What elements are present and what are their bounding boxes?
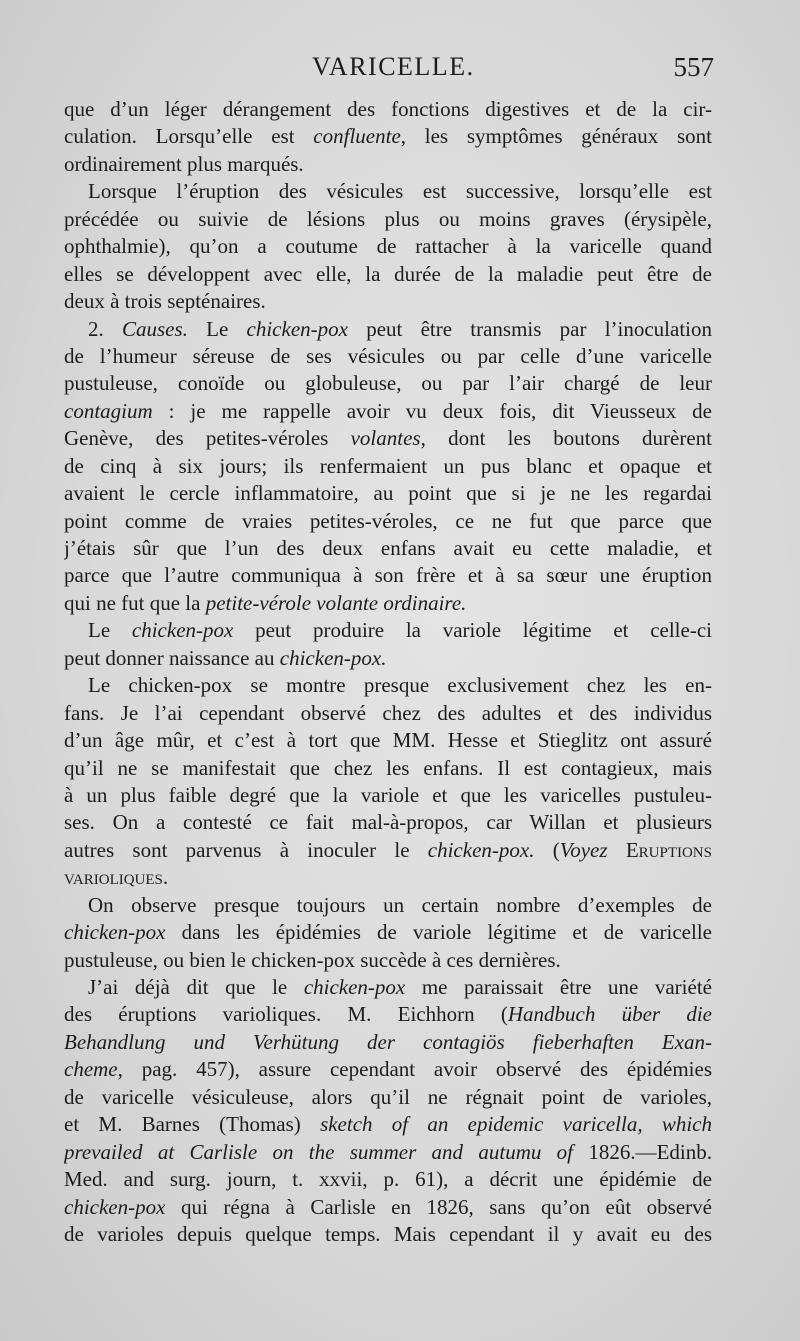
italic-text: Behandlung und Verhütung der contagiös fieberhaften Exan- — [64, 1029, 712, 1054]
line-text: 2. — [88, 316, 122, 341]
line-text: pustuleuse, conoïde ou globuleuse, ou par l’air chargé de leur — [64, 371, 712, 396]
line-text: des éruptions varioliques. M. Eichhorn ( — [64, 1002, 508, 1027]
text-line — [64, 425, 712, 452]
text-line — [64, 782, 712, 809]
line-text: parce que l’autre communiqua à son frère et à sa sœur une éruption — [64, 563, 712, 588]
text-line — [64, 343, 712, 370]
text-line — [64, 206, 712, 233]
text-line — [64, 892, 712, 919]
line-text: Lorsque l’éruption des vésicules est successive, lorsqu’elle est — [88, 179, 712, 204]
line-text: , les symptômes généraux sont — [400, 124, 712, 149]
italic-text: volantes — [350, 426, 421, 451]
line-text: précédée ou suivie de lésions plus ou moins graves (érysipèle, — [64, 206, 712, 231]
line-text: deux à trois septénaires. — [64, 289, 266, 314]
text-line — [64, 1194, 712, 1221]
text-line — [64, 370, 712, 397]
line-text: ses. On a contesté ce fait mal-à-propos, car Willan et plusieurs — [64, 810, 712, 835]
italic-text: chicken-pox. — [427, 837, 535, 862]
italic-text: confluente — [313, 124, 401, 149]
line-text: Genève, des petites-véroles — [64, 426, 351, 451]
text-line — [64, 316, 712, 343]
text-line — [64, 178, 712, 205]
line-text: de l’humeur séreuse de ses vésicules ou par celle d’une varicelle — [64, 343, 712, 368]
page-header — [66, 52, 714, 86]
line-text: qui régna à Carlisle en 1826, sans qu’on eût observé — [165, 1194, 712, 1219]
text-line — [64, 617, 712, 644]
line-text: Med. and surg. journ, t. xxvii, p. 61), a décrit une épidémie de — [64, 1167, 712, 1192]
italic-text: contagium — [64, 398, 153, 423]
italic-text: chicken-pox — [131, 618, 234, 643]
text-line — [64, 809, 712, 836]
text-line — [64, 1139, 712, 1166]
text-line — [64, 837, 712, 864]
line-text: qu’il ne se manifestait que chez les enfans. Il est contagieux, mais — [64, 755, 712, 780]
line-text: culation. Lorsqu’elle est — [64, 124, 314, 149]
line-text: : je me rappelle avoir vu deux fois, dit Vieusseux de — [152, 398, 712, 423]
line-text: à un plus faible degré que la variole et que les varicelles pustuleu- — [64, 782, 712, 807]
line-text: peut être transmis par l’inoculation — [347, 316, 712, 341]
line-text: d’un âge mûr, et c’est à tort que MM. Hesse et Stieglitz ont assuré — [64, 728, 712, 753]
italic-text: cheme — [64, 1057, 118, 1082]
text-line — [64, 1221, 712, 1248]
line-text: Le — [88, 618, 132, 643]
line-text: de varioles depuis quelque temps. Mais cependant il y avait eu des — [64, 1221, 712, 1246]
line-text: que d’un léger dérangement des fonctions digestives et de la cir- — [64, 97, 712, 121]
line-text: me paraissait être une variété — [405, 975, 712, 999]
line-text: J’ai déjà dit que le — [88, 975, 304, 999]
line-text: fans. Je l’ai cependant observé chez des adultes et des individus — [64, 700, 712, 725]
text-line — [64, 233, 712, 260]
text-line — [64, 96, 712, 123]
text-line — [64, 727, 712, 754]
text-line — [64, 480, 712, 507]
text-line — [64, 1111, 712, 1138]
small-caps-text: Eruptions — [625, 837, 712, 862]
line-text: peut donner naissance au — [64, 645, 280, 670]
line-text: autres sont parvenus à inoculer le — [64, 837, 428, 862]
text-line — [64, 1029, 712, 1056]
line-text: avaient le cercle inflammatoire, au point que si je ne les regardai — [64, 481, 712, 506]
text-line — [64, 508, 712, 535]
line-text: elles se développent avec elle, la durée de la maladie peut être de — [64, 261, 712, 286]
italic-text: petite-vérole volante ordinaire. — [205, 590, 467, 615]
line-text: peut produire la variole légitime et celle-ci — [233, 618, 712, 643]
italic-text: prevailed at Carlisle on the summer and autumu of — [64, 1139, 574, 1164]
text-line — [64, 1166, 712, 1193]
text-line — [64, 398, 712, 425]
line-text: et M. Barnes (Thomas) — [64, 1112, 321, 1137]
italic-text: chicken-pox. — [279, 645, 387, 670]
text-line — [64, 700, 712, 727]
line-text: qui ne fut que la — [64, 590, 206, 615]
line-text: 1826.—Edinb. — [573, 1139, 712, 1164]
line-text: , pag. 457), assure cependant avoir observé des épidémies — [117, 1057, 712, 1082]
small-caps-text: varioliques. — [64, 865, 169, 890]
line-text: Le — [187, 316, 247, 341]
line-text: Le chicken-pox se montre presque exclusivement chez les en- — [88, 673, 712, 698]
line-text: , dont les boutons durèrent — [420, 426, 712, 451]
text-line — [64, 645, 712, 672]
text-line — [64, 1084, 712, 1111]
text-line — [64, 261, 712, 288]
line-text — [608, 838, 626, 862]
line-text: j’étais sûr que l’un des deux enfans avait eu cette maladie, et — [64, 536, 712, 560]
body-text — [64, 96, 712, 1248]
text-line — [64, 919, 712, 946]
line-text: dans les épidémies de variole légitime et de varicelle — [165, 920, 712, 945]
italic-text: Handbuch über die — [507, 1002, 712, 1027]
text-line — [64, 974, 712, 1001]
italic-text: chicken-pox — [246, 316, 348, 341]
line-text: pustuleuse, ou bien le chicken-pox succède à ces dernières. — [64, 947, 561, 972]
line-text: de cinq à six jours; ils renfermaient un pus blanc et opaque et — [64, 453, 712, 478]
text-line — [64, 535, 712, 562]
italic-text: chicken-pox — [64, 1194, 166, 1219]
italic-text: chicken-pox — [64, 920, 166, 945]
italic-text: Causes. — [121, 316, 188, 341]
line-text: de varicelle vésiculeuse, alors qu’il ne régnait point de varioles, — [64, 1084, 712, 1109]
line-text: point comme de vraies petites-véroles, ce ne fut que parce que — [64, 508, 712, 533]
italic-text: sketch of an epidemic varicella, which — [320, 1112, 712, 1137]
text-line — [64, 864, 712, 891]
page-number: 557 — [673, 52, 714, 82]
italic-text: chicken-pox — [303, 975, 406, 999]
line-text: On observe presque toujours un certain nombre d’exemples de — [88, 892, 712, 917]
line-text: ordinairement plus marqués. — [64, 151, 304, 176]
text-line — [64, 123, 712, 150]
text-line — [64, 288, 712, 315]
text-line — [64, 151, 712, 178]
text-line — [64, 1056, 712, 1083]
text-line — [64, 590, 712, 617]
text-line — [64, 453, 712, 480]
running-title: VARICELLE. — [312, 52, 475, 81]
text-line — [64, 755, 712, 782]
line-text: ( — [534, 837, 560, 862]
line-text: ophthalmie), qu’on a coutume de rattacher à la varicelle quand — [64, 234, 712, 259]
text-line — [64, 562, 712, 589]
text-line — [64, 672, 712, 699]
text-line — [64, 947, 712, 974]
italic-text: Voyez — [559, 837, 608, 862]
text-line — [64, 1001, 712, 1028]
